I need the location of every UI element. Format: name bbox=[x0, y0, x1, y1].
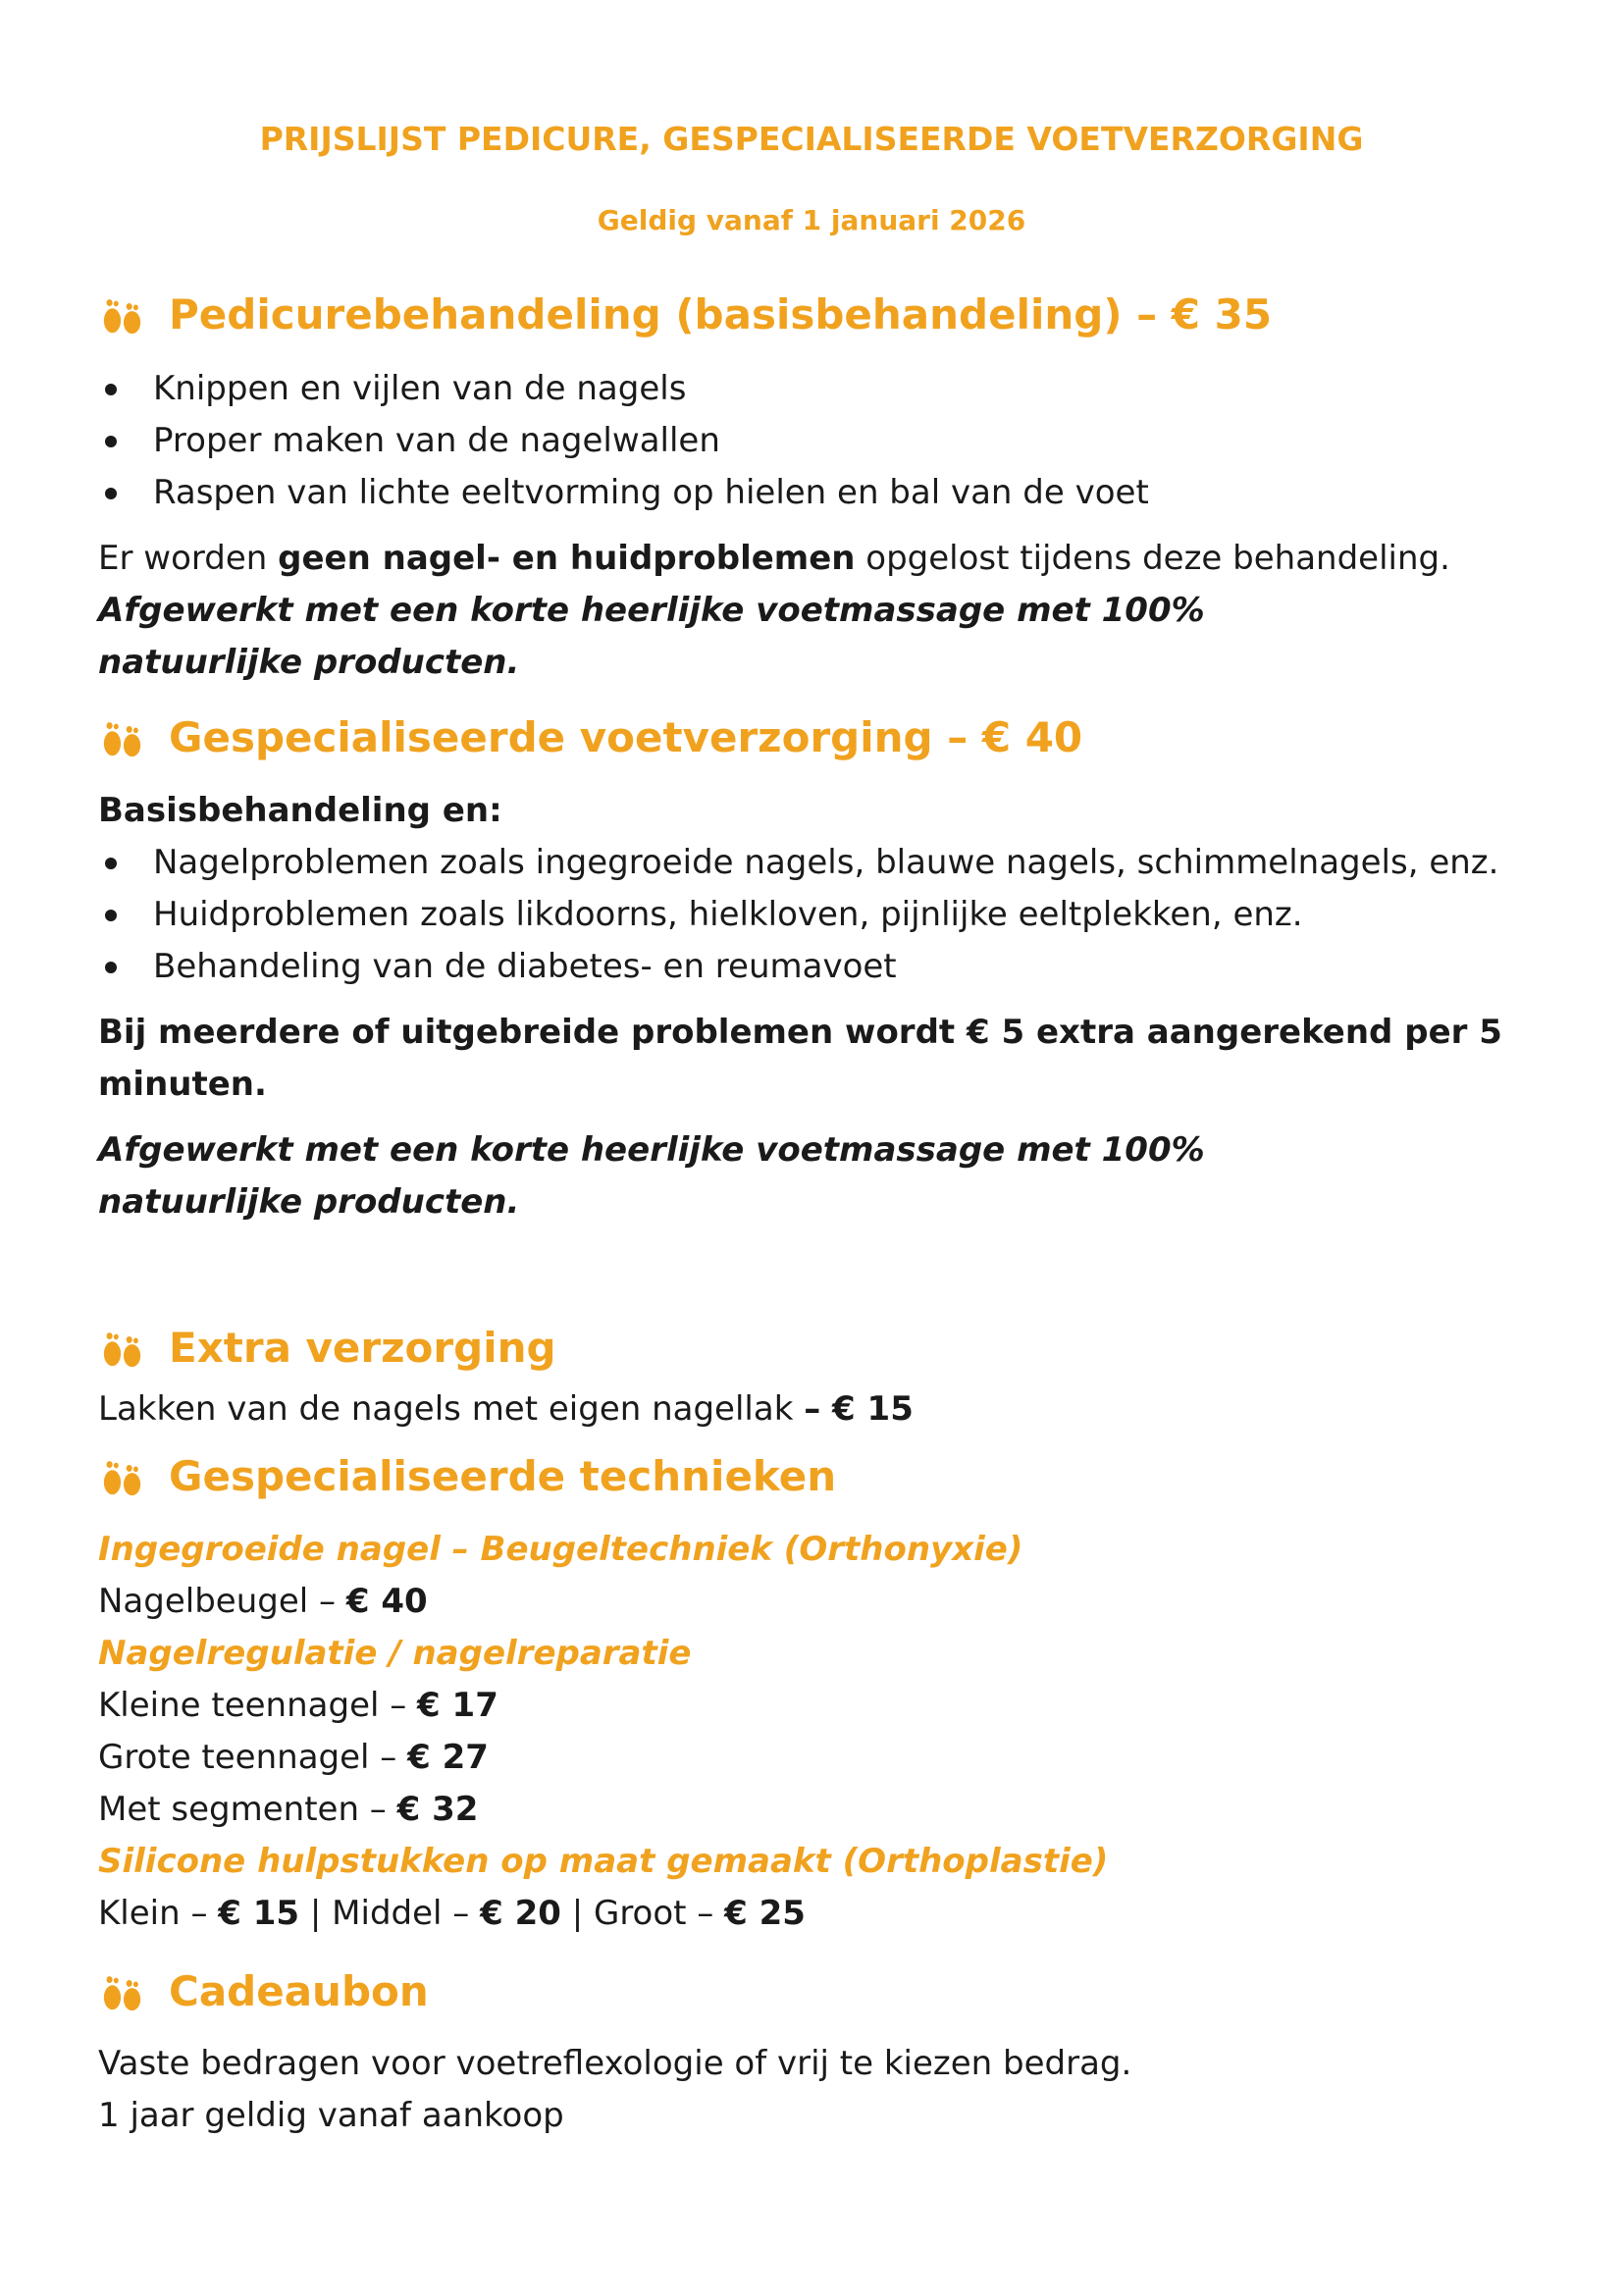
footprints-icon bbox=[98, 1455, 147, 1498]
list-item: Behandeling van de diabetes- en reumavoet bbox=[98, 941, 1531, 993]
section-voucher-body bbox=[98, 2038, 1531, 2142]
special-finish-note: Afgewerkt met een korte heerlijke voetmassage met 100% natuurlijke producten. bbox=[98, 1130, 1205, 1222]
special-extra-charge: Bij meerdere of uitgebreide problemen wordt € 5 extra aangerekend per 5 minuten. bbox=[98, 1013, 1502, 1104]
bullet-icon bbox=[105, 910, 117, 921]
section-basis-body bbox=[98, 363, 1531, 689]
section-heading-techniques-text: Gespecialiseerde technieken bbox=[169, 1452, 837, 1500]
list-item: Huidproblemen zoals likdoorns, hielkloven, pijnlijke eeltplekken, enz. bbox=[98, 889, 1531, 941]
nail-polish-price: Lakken van de nagels met eigen nagellak – € 15 bbox=[98, 1389, 914, 1429]
list-item: Knippen en vijlen van de nagels bbox=[98, 363, 1531, 415]
list-item: Proper maken van de nagelwallen bbox=[98, 415, 1531, 467]
bullet-icon bbox=[105, 384, 117, 395]
document-title: PRIJSLIJST PEDICURE, GESPECIALISEERDE VOETVERZORGING bbox=[259, 120, 1364, 158]
voucher-line-2: 1 jaar geldig vanaf aankoop bbox=[98, 2096, 564, 2135]
silicone-title: Silicone hulpstukken op maat gemaakt (Orthoplastie) bbox=[98, 1842, 1109, 1881]
section-heading-voucher bbox=[98, 1967, 429, 2015]
footprints-icon bbox=[98, 293, 147, 337]
section-extra-body bbox=[98, 1383, 1531, 1435]
basis-list bbox=[98, 363, 1531, 519]
section-heading-special bbox=[98, 713, 1082, 761]
special-intro: Basisbehandeling en: bbox=[98, 791, 502, 830]
bullet-icon bbox=[105, 488, 117, 499]
silicone-prices: Klein – € 15 | Middel – € 20 | Groot – € 25 bbox=[98, 1894, 806, 1933]
bullet-icon bbox=[105, 858, 117, 869]
section-heading-special-text: Gespecialiseerde voetverzorging – € 40 bbox=[169, 713, 1083, 761]
voucher-line-1: Vaste bedragen voor voetreflexologie of vrij te kiezen bedrag. bbox=[98, 2044, 1132, 2083]
footprints-icon bbox=[98, 1970, 147, 2013]
footprints-icon bbox=[98, 716, 147, 759]
basis-finish-note: Afgewerkt met een korte heerlijke voetmassage met 100% natuurlijke producten. bbox=[98, 591, 1205, 682]
section-heading-extra-text: Extra verzorging bbox=[169, 1324, 556, 1372]
repair-price-row: Met segmenten – € 32 bbox=[98, 1790, 479, 1829]
special-list bbox=[98, 837, 1531, 993]
bullet-icon bbox=[105, 962, 117, 973]
list-item: Nagelproblemen zoals ingegroeide nagels, blauwe nagels, schimmelnagels, enz. bbox=[98, 837, 1531, 889]
nail-repair-title: Nagelregulatie / nagelreparatie bbox=[98, 1634, 692, 1673]
repair-price-row: Kleine teennagel – € 17 bbox=[98, 1686, 498, 1725]
repair-price-row: Grote teennagel – € 27 bbox=[98, 1738, 489, 1777]
section-heading-techniques bbox=[98, 1452, 836, 1500]
list-item: Raspen van lichte eeltvorming op hielen en bal van de voet bbox=[98, 467, 1531, 519]
section-heading-basis-text: Pedicurebehandeling (basisbehandeling) – € 35 bbox=[169, 290, 1273, 339]
basis-note: Er worden geen nagel- en huidproblemen opgelost tijdens deze behandeling. bbox=[98, 539, 1450, 578]
brace-technique-title: Ingegroeide nagel – Beugeltechniek (Orthonyxie) bbox=[98, 1530, 1023, 1569]
section-heading-extra bbox=[98, 1324, 556, 1372]
footprints-icon bbox=[98, 1327, 147, 1370]
section-special-body bbox=[98, 785, 1531, 1228]
bullet-icon bbox=[105, 436, 117, 447]
section-heading-basis bbox=[98, 290, 1272, 339]
section-techniques-body bbox=[98, 1524, 1531, 1940]
brace-price: Nagelbeugel – € 40 bbox=[98, 1582, 428, 1621]
section-heading-voucher-text: Cadeaubon bbox=[169, 1967, 429, 2015]
valid-from-date: Geldig vanaf 1 januari 2026 bbox=[597, 204, 1026, 236]
